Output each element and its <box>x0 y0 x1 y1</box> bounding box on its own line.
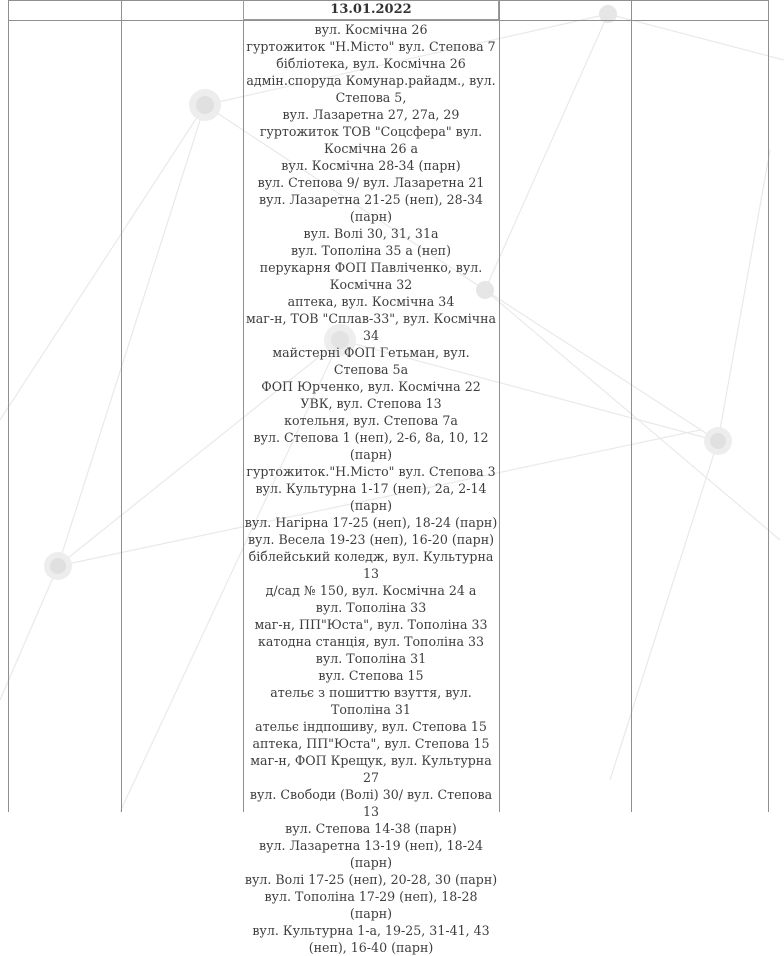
address-line: біблейський коледж, вул. Культурна 13 <box>248 549 494 581</box>
address-line: вул. Степова 14-38 (парн) <box>285 821 457 836</box>
address-line: перукарня ФОП Павліченко, вул. Космічна 32 <box>259 260 483 292</box>
address-line: УВК, вул. Степова 13 <box>300 396 442 411</box>
address-line: вул. Весела 19-23 (неп), 16-20 (парн) <box>247 532 495 547</box>
column-border <box>121 0 122 812</box>
address-line: майстерні ФОП Гетьман, вул. Степова 5а <box>272 345 470 377</box>
address-line: маг-н, ФОП Крещук, вул. Культурна 27 <box>250 753 492 785</box>
column-border <box>768 0 769 812</box>
address-line: аптека, ПП"Юста", вул. Степова 15 <box>252 736 490 751</box>
address-line: маг-н, ТОВ "Сплав-33", вул. Космічна 34 <box>246 311 496 343</box>
address-line: ательє з пошиттю взуття, вул. Тополіна 31 <box>270 685 472 717</box>
address-line: вул. Нагірна 17-25 (неп), 18-24 (парн) <box>244 515 498 530</box>
address-line: вул. Степова 9/ вул. Лазаретна 21 <box>257 175 485 190</box>
address-line: вул. Тополіна 33 <box>315 600 427 615</box>
address-line: вул. Культурна 1-а, 19-25, 31-41, 43 (неп), 16-40 (парн) <box>252 923 490 955</box>
address-line: вул. Космічна 28-34 (парн) <box>281 158 461 173</box>
address-line: вул. Лазаретна 21-25 (неп), 28-34 (парн) <box>259 192 483 224</box>
address-line: вул. Степова 1 (неп), 2-6, 8а, 10, 12 (парн) <box>253 430 489 462</box>
address-line: вул. Культурна 1-17 (неп), 2а, 2-14 (парн) <box>255 481 487 513</box>
column-border <box>631 0 632 812</box>
column-border <box>499 0 500 812</box>
address-line: аптека, вул. Космічна 34 <box>287 294 455 309</box>
address-line: ФОП Юрченко, вул. Космічна 22 <box>261 379 481 394</box>
column-border <box>8 0 9 812</box>
address-line: вул. Волі 17-25 (неп), 20-28, 30 (парн) <box>244 872 498 887</box>
address-line: вул. Волі 30, 31, 31а <box>303 226 439 241</box>
address-line: вул. Свободи (Волі) 30/ вул. Степова 13 <box>249 787 493 819</box>
address-line: вул. Космічна 26 <box>314 22 428 37</box>
address-line: бібліотека, вул. Космічна 26 <box>276 56 466 71</box>
date-row <box>0 0 784 20</box>
address-line: котельня, вул. Степова 7а <box>284 413 458 428</box>
address-line: вул. Лазаретна 13-19 (неп), 18-24 (парн) <box>259 838 483 870</box>
address-line: вул. Тополіна 31 <box>315 651 427 666</box>
address-line: маг-н, ПП"Юста", вул. Тополіна 33 <box>254 617 488 632</box>
address-line: катодна станція, вул. Тополіна 33 <box>257 634 484 649</box>
address-line: вул. Лазаретна 27, 27а, 29 <box>282 107 460 122</box>
addresses-cell <box>244 21 498 956</box>
address-line: вул. Тополіна 35 а (неп) <box>290 243 451 258</box>
address-line: гуртожиток ТОВ "Соцсфера" вул. Космічна 26 а <box>259 124 483 156</box>
address-line: ательє індпошиву, вул. Степова 15 <box>255 719 487 734</box>
address-line: адмін.споруда Комунар.райадм., вул. Степова 5, <box>246 73 496 105</box>
address-line: вул. Тополіна 17-29 (неп), 18-28 (парн) <box>264 889 478 921</box>
address-line: д/сад № 150, вул. Космічна 24 а <box>265 583 477 598</box>
address-line: вул. Степова 15 <box>318 668 424 683</box>
address-line: гуртожиток "Н.Місто" вул. Степова 7 <box>246 39 496 54</box>
address-line: гуртожиток."Н.Місто" вул. Степова 3 <box>246 464 496 479</box>
date-cell: 13.01.2022 <box>243 0 499 20</box>
